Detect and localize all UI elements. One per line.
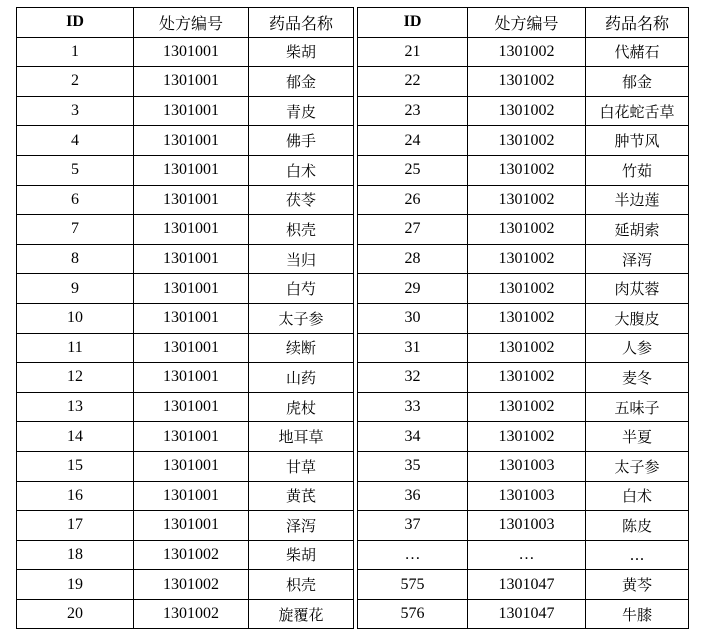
cell-id: 15 — [17, 451, 134, 481]
cell-prescription-number: 1301002 — [468, 185, 586, 215]
cell-prescription-number: 1301001 — [134, 67, 249, 97]
table-row — [17, 570, 354, 600]
cell-drug-name: 肉苁蓉 — [586, 274, 689, 304]
table-row — [358, 422, 689, 452]
cell-drug-name: 枳壳 — [249, 570, 354, 600]
table-row — [358, 37, 689, 67]
cell-drug-name: 柴胡 — [249, 37, 354, 67]
prescription-table-left — [16, 7, 354, 629]
cell-id: 20 — [17, 599, 134, 629]
cell-drug-name: 肿节风 — [586, 126, 689, 156]
cell-drug-name: 陈皮 — [586, 511, 689, 541]
table-row — [358, 481, 689, 511]
cell-id: 19 — [17, 570, 134, 600]
cell-prescription-number: 1301002 — [468, 96, 586, 126]
cell-drug-name: 虎杖 — [249, 392, 354, 422]
table-row — [358, 511, 689, 541]
cell-id: 36 — [358, 481, 468, 511]
cell-drug-name: 当归 — [249, 244, 354, 274]
cell-id: 575 — [358, 570, 468, 600]
cell-drug-name: 麦冬 — [586, 363, 689, 393]
cell-prescription-number: 1301002 — [468, 422, 586, 452]
cell-id: 29 — [358, 274, 468, 304]
table-row — [17, 244, 354, 274]
table-row — [358, 155, 689, 185]
cell-prescription-number: 1301002 — [468, 155, 586, 185]
cell-prescription-number: 1301002 — [468, 67, 586, 97]
cell-prescription-number: 1301001 — [134, 126, 249, 156]
table-row — [358, 303, 689, 333]
table-row — [17, 451, 354, 481]
table-row — [17, 363, 354, 393]
table-row — [17, 96, 354, 126]
cell-id: 26 — [358, 185, 468, 215]
cell-id: 1 — [17, 37, 134, 67]
cell-id: 2 — [17, 67, 134, 97]
header-id: ID — [358, 8, 468, 38]
table-row — [358, 185, 689, 215]
cell-prescription-number: 1301001 — [134, 511, 249, 541]
cell-drug-name: 白花蛇舌草 — [586, 96, 689, 126]
cell-prescription-number: 1301001 — [134, 37, 249, 67]
table-row — [358, 540, 689, 570]
header-id: ID — [17, 8, 134, 38]
header-row — [17, 8, 354, 38]
cell-drug-name: 人参 — [586, 333, 689, 363]
table-row — [17, 303, 354, 333]
table-row — [17, 155, 354, 185]
cell-id: 25 — [358, 155, 468, 185]
cell-id: 17 — [17, 511, 134, 541]
cell-drug-name: 黄芪 — [249, 481, 354, 511]
cell-prescription-number: 1301003 — [468, 451, 586, 481]
table-row — [358, 67, 689, 97]
cell-prescription-number: 1301003 — [468, 511, 586, 541]
table-row — [358, 392, 689, 422]
cell-id: 9 — [17, 274, 134, 304]
cell-drug-name: 旋覆花 — [249, 599, 354, 629]
cell-drug-name: 郁金 — [249, 67, 354, 97]
cell-prescription-number: 1301003 — [468, 481, 586, 511]
cell-id: 3 — [17, 96, 134, 126]
cell-id: 24 — [358, 126, 468, 156]
cell-drug-name: 大腹皮 — [586, 303, 689, 333]
cell-drug-name: 白芍 — [249, 274, 354, 304]
cell-id: 11 — [17, 333, 134, 363]
cell-prescription-number: 1301002 — [468, 274, 586, 304]
cell-prescription-number: 1301001 — [134, 363, 249, 393]
cell-id: 6 — [17, 185, 134, 215]
cell-id: 5 — [17, 155, 134, 185]
prescription-table-right — [357, 7, 689, 629]
cell-drug-name: 泽泻 — [249, 511, 354, 541]
header-row — [358, 8, 689, 38]
cell-id: 16 — [17, 481, 134, 511]
cell-prescription-number: 1301002 — [134, 570, 249, 600]
table-row — [17, 215, 354, 245]
table-row — [17, 67, 354, 97]
cell-drug-name: 五味子 — [586, 392, 689, 422]
cell-id: 10 — [17, 303, 134, 333]
cell-id: 21 — [358, 37, 468, 67]
cell-prescription-number: 1301001 — [134, 392, 249, 422]
cell-id: 28 — [358, 244, 468, 274]
cell-id: 18 — [17, 540, 134, 570]
cell-drug-name: 牛膝 — [586, 599, 689, 629]
cell-id: 34 — [358, 422, 468, 452]
header-drug-name: 药品名称 — [249, 8, 354, 38]
header-drug-name: 药品名称 — [586, 8, 689, 38]
cell-drug-name: 延胡索 — [586, 215, 689, 245]
table-row — [17, 392, 354, 422]
cell-id: 13 — [17, 392, 134, 422]
cell-id: 14 — [17, 422, 134, 452]
cell-prescription-number: 1301002 — [468, 37, 586, 67]
cell-drug-name: 太子参 — [586, 451, 689, 481]
cell-prescription-number: 1301001 — [134, 481, 249, 511]
table-row — [358, 244, 689, 274]
table-row — [358, 363, 689, 393]
cell-prescription-number: 1301001 — [134, 155, 249, 185]
table-row — [17, 540, 354, 570]
cell-prescription-number: 1301047 — [468, 570, 586, 600]
cell-prescription-number: 1301002 — [134, 599, 249, 629]
prescription-tables — [16, 7, 689, 629]
cell-prescription-number: 1301002 — [134, 540, 249, 570]
cell-drug-name: 白术 — [586, 481, 689, 511]
cell-prescription-number: 1301001 — [134, 333, 249, 363]
table-row — [358, 126, 689, 156]
cell-drug-name: 续断 — [249, 333, 354, 363]
table-row — [17, 481, 354, 511]
table-row — [358, 451, 689, 481]
table-row — [17, 126, 354, 156]
cell-prescription-number: 1301001 — [134, 451, 249, 481]
cell-prescription-number: 1301002 — [468, 333, 586, 363]
cell-prescription-number: 1301001 — [134, 422, 249, 452]
cell-drug-name: 甘草 — [249, 451, 354, 481]
table-row — [358, 599, 689, 629]
cell-id: 12 — [17, 363, 134, 393]
cell-prescription-number: 1301002 — [468, 392, 586, 422]
header-prescription-number: 处方编号 — [134, 8, 249, 38]
cell-drug-name: 代赭石 — [586, 37, 689, 67]
cell-drug-name: 郁金 — [586, 67, 689, 97]
cell-drug-name: … — [586, 540, 689, 570]
table-row — [358, 274, 689, 304]
cell-drug-name: 茯苓 — [249, 185, 354, 215]
cell-id: 23 — [358, 96, 468, 126]
cell-id: 4 — [17, 126, 134, 156]
cell-id: 576 — [358, 599, 468, 629]
cell-drug-name: 白术 — [249, 155, 354, 185]
table-row — [17, 333, 354, 363]
cell-prescription-number: 1301001 — [134, 274, 249, 304]
cell-id: 22 — [358, 67, 468, 97]
cell-id: 30 — [358, 303, 468, 333]
cell-drug-name: 半夏 — [586, 422, 689, 452]
table-row — [17, 185, 354, 215]
cell-id: 27 — [358, 215, 468, 245]
cell-prescription-number: 1301001 — [134, 303, 249, 333]
cell-id: … — [358, 540, 468, 570]
cell-id: 35 — [358, 451, 468, 481]
cell-prescription-number: 1301047 — [468, 599, 586, 629]
table-row — [17, 37, 354, 67]
cell-drug-name: 黄芩 — [586, 570, 689, 600]
header-prescription-number: 处方编号 — [468, 8, 586, 38]
cell-drug-name: 泽泻 — [586, 244, 689, 274]
cell-drug-name: 枳壳 — [249, 215, 354, 245]
cell-drug-name: 山药 — [249, 363, 354, 393]
cell-prescription-number: 1301002 — [468, 363, 586, 393]
cell-drug-name: 竹茹 — [586, 155, 689, 185]
cell-prescription-number: 1301002 — [468, 215, 586, 245]
cell-id: 37 — [358, 511, 468, 541]
table-row — [17, 274, 354, 304]
cell-drug-name: 柴胡 — [249, 540, 354, 570]
cell-drug-name: 佛手 — [249, 126, 354, 156]
cell-id: 32 — [358, 363, 468, 393]
cell-id: 31 — [358, 333, 468, 363]
cell-id: 7 — [17, 215, 134, 245]
cell-prescription-number: 1301002 — [468, 303, 586, 333]
table-row — [358, 215, 689, 245]
cell-prescription-number: 1301002 — [468, 126, 586, 156]
table-row — [17, 511, 354, 541]
cell-prescription-number: … — [468, 540, 586, 570]
cell-drug-name: 地耳草 — [249, 422, 354, 452]
cell-prescription-number: 1301002 — [468, 244, 586, 274]
cell-drug-name: 青皮 — [249, 96, 354, 126]
table-row — [358, 96, 689, 126]
table-row — [358, 570, 689, 600]
cell-id: 33 — [358, 392, 468, 422]
cell-drug-name: 半边莲 — [586, 185, 689, 215]
table-row — [17, 422, 354, 452]
cell-prescription-number: 1301001 — [134, 215, 249, 245]
cell-prescription-number: 1301001 — [134, 96, 249, 126]
cell-id: 8 — [17, 244, 134, 274]
cell-drug-name: 太子参 — [249, 303, 354, 333]
table-row — [17, 599, 354, 629]
cell-prescription-number: 1301001 — [134, 185, 249, 215]
table-row — [358, 333, 689, 363]
cell-prescription-number: 1301001 — [134, 244, 249, 274]
